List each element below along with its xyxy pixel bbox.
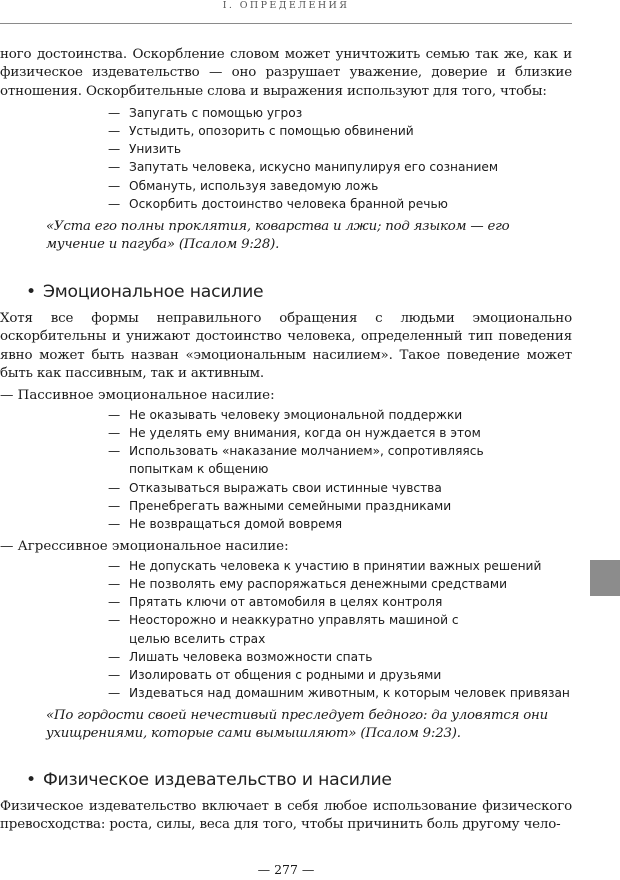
list-item: — Запугать с помощью угроз <box>108 106 303 120</box>
heading-bullet: • <box>26 770 36 790</box>
running-header: I. ОПРЕДЕЛЕНИЯ <box>222 0 350 11</box>
list-item: — Лишать человека возможности спать <box>108 649 373 664</box>
list-item: — Запутать человека, искусно манипулируя его сознанием <box>108 160 499 175</box>
list-item: — Не возвращаться домой вовремя <box>108 516 343 531</box>
list-item: — Пренебрегать важными семейными праздниками <box>108 498 452 513</box>
header-rule <box>0 23 572 24</box>
list-item: — Использовать «наказание молчанием», сопротивляясь попыткам к общению <box>108 444 484 477</box>
heading-physical-abuse: • Физическое издевательство и насилие <box>26 770 392 790</box>
list-item: — Обмануть, используя заведомую ложь <box>108 178 379 193</box>
emotional-paragraph: Хотя все формы неправильного обращения с людьми эмоционально оскорбительны и унижают достоинство человека, определенный тип поведения явно может быть назван «эмоциональным насилием». Такое поведение может быть как пассивным, так и активным. <box>0 311 572 382</box>
aggressive-abuse-list <box>108 557 570 702</box>
list-item: — Унизить <box>108 142 181 157</box>
page-number: — 277 — <box>257 862 315 877</box>
list-item: — Устыдить, опозорить с помощью обвинений <box>108 124 414 139</box>
aggressive-label: — Агрессивное эмоциональное насилие: <box>0 539 289 554</box>
psalm-quote-2: «По гордости своей нечестивый преследует бедного: да уловятся они ухищрениями, которые сами вымышляют» (Псалом 9:23). <box>46 708 548 742</box>
heading-emotional-abuse: • Эмоциональное насилие <box>26 282 264 302</box>
list-item: — Прятать ключи от автомобиля в целях контроля <box>108 595 443 610</box>
heading-bullet: • <box>26 282 36 302</box>
passive-label: — Пассивное эмоциональное насилие: <box>0 388 275 403</box>
verbal-abuse-list <box>108 104 498 213</box>
list-item: — Оскорбить достоинство человека бранной речью <box>108 196 448 211</box>
passive-abuse-list <box>108 406 499 533</box>
list-item: — Отказываться выражать свои истинные чувства <box>108 480 442 495</box>
list-item: — Изолировать от общения с родными и друзьями <box>108 667 442 682</box>
intro-paragraph: ного достоинства. Оскорбление словом может уничтожить семью так же, как и физическое издевательство — оно разрушает уважение, доверие и близкие отношения. Оскорбительные слова и выражения используют для того, чтобы: <box>0 47 572 99</box>
list-item: — Не позволять ему распоряжаться денежными средствами <box>108 577 508 592</box>
physical-paragraph: Физическое издевательство включает в себя любое использование физического превосходства: роста, силы, веса для того, чтобы причинить боль другому чело- <box>0 799 572 833</box>
psalm-quote-1: «Уста его полны проклятия, коварства и лжи; под языком — его мучение и пагуба» (Псалом 9:28). <box>46 219 510 253</box>
list-item: — Не оказывать человеку эмоциональной поддержки <box>108 408 463 422</box>
list-item: — Неосторожно и неаккуратно управлять машиной с целью вселить страх <box>108 613 459 646</box>
chapter-thumb-tab <box>590 560 620 596</box>
list-item: — Издеваться над домашним животным, к которым человек привязан <box>108 686 570 701</box>
list-item: — Не допускать человека к участию в принятии важных решений <box>108 559 542 573</box>
list-item: — Не уделять ему внимания, когда он нуждается в этом <box>108 426 481 441</box>
